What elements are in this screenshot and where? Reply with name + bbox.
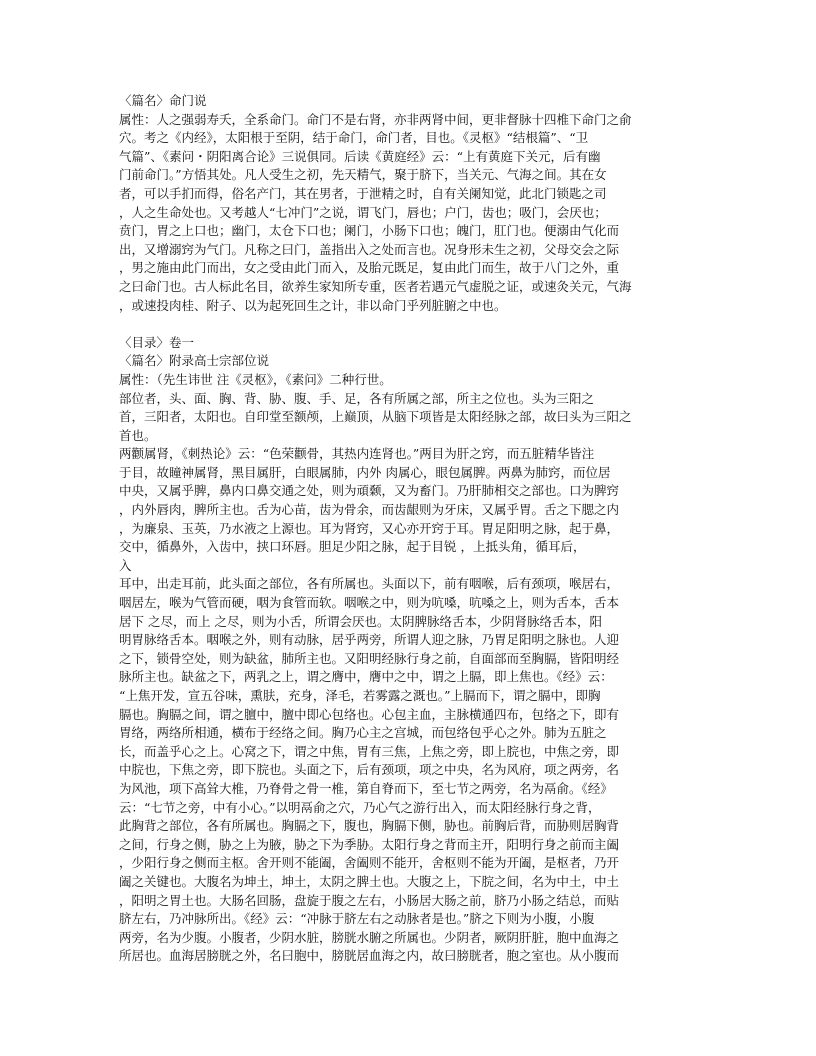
text-line: 所居也。血海居膀胱之外，名曰胞中，膀胱居血海之内，故曰膀胱者，胞之室也。从小腹而: [119, 948, 620, 964]
text-line: 者，可以手扪而得，俗名产门，其在男者，于泄精之时，自有关阑知觉，此北门锁匙之司: [119, 185, 607, 201]
document-page: [119, 92, 699, 985]
text-line: 云：“七节之旁，中有小心。”以明鬲俞之穴，乃心气之游行出入，而太阳经脉行身之背，: [119, 799, 601, 815]
text-line: 贲门，胃之上口也；幽门，太仓下口也；阑门，小肠下口也；魄门，肛门也。便溺由气化而: [119, 223, 620, 239]
text-line: 此胸背之部位，各有所属也。胸膈之下，腹也，胸膈下侧，胁也。前胸后背，而胁则居胸背: [119, 818, 620, 834]
text-line: 出，又增溺窍为气门。凡称之曰门，盖指出入之处而言也。况身形未生之初，父母交会之际: [119, 241, 620, 257]
text-line: 部位者，头、面、胸、背、胁、腹、手、足，各有所属之部，所主之位也。头为三阳之: [119, 390, 595, 406]
text-line: ，人之生命处也。又考越人“七冲门”之说，谓飞门，唇也；户门，齿也；吸门，会厌也；: [119, 204, 607, 220]
section-divider: [119, 315, 699, 334]
section-buwei: [119, 334, 699, 985]
text-line: 穴。考之《内经》，太阳根于至阴，结于命门，命门者，目也。《灵枢》“结根篇”、“卫: [119, 130, 589, 146]
text-line: 于目，故瞳神属肾，黑目属肝，白眼属肺，内外 肉属心，眼包属脾。两鼻为肺窍，而位居: [119, 464, 611, 480]
text-line: 首也。: [119, 427, 157, 443]
text-line: 两旁，名为少腹。小腹者，少阴水脏，膀胱水腑之所属也。少阴者，厥阴肝脏，胞中血海之: [119, 929, 620, 945]
text-line: 之间，行身之侧，胁之上为腋，胁之下为季胁。太阳行身之背而主开，阳明行身之前而主阖: [119, 836, 620, 852]
text-line: 中脘也，下焦之旁，即下脘也。头面之下，后有颈项，项之中央，名为风府，项之两旁，名: [119, 762, 620, 778]
text-line: 首，三阳者，太阳也。自印堂至额颅，上巅顶，从脑下项皆是太阳经脉之部，故曰头为三阳之: [119, 409, 632, 425]
text-line: 〈目录〉卷一: [119, 334, 195, 350]
text-line: 中央，又属乎脾，鼻内口鼻交通之处，则为頑颡，又为畜门。乃肝肺相交之部也。口为脾窍: [119, 483, 620, 499]
text-line: 脐左右，乃冲脉所出。《经》云：“冲脉于脐左右之动脉者是也。”脐之下则为小腹，小腹: [119, 911, 595, 927]
text-line: 咽居左，喉为气管而硬，咽为食管而软。咽喉之中，则为吭嗓，吭嗓之上，则为舌本，舌本: [119, 595, 620, 611]
text-line: 属性：人之强弱寿夭，全系命门。命门不是右肾，亦非两肾中间，更非督脉十四椎下命门之俞: [119, 111, 632, 127]
text-line: 〈篇名〉附录高士宗部位说: [119, 353, 270, 369]
text-line: 〈篇名〉命门说: [119, 93, 207, 108]
text-line: 胃络，两络所相通，横布于经络之间。胸乃心主之宫城，而包络包乎心之外。肺为五脏之: [119, 725, 607, 741]
text-line: 之下，锁骨空处，则为缺盆，肺所主也。又阳明经脉行身之前，自面部而至胸膈，皆阳明经: [119, 650, 620, 666]
text-line: ，或速投肉桂、附子、以为起死回生之计，非以命门乎列脏腑之中也。: [119, 297, 507, 313]
text-line: 居下 之尽，而上 之尽，则为小舌，所谓会厌也。太阴脾脉络舌本，少阴肾脉络舌本，阳: [119, 613, 602, 629]
text-line: 入: [119, 557, 132, 573]
text-line: ，内外唇肉，脾所主也。舌为心苗，齿为骨余，而齿龈则为牙床，又属乎胃。舌之下腮之内: [119, 502, 620, 518]
text-line: “上焦开发，宣五谷味，熏肤，充身，泽毛，若雾露之溉也。”上膈而下，谓之膈中，即胸: [119, 688, 601, 703]
text-line: ，阳明之胃土也。大肠名回肠，盘旋于腹之左右，小肠居大肠之前，脐乃小肠之结总，而贴: [119, 892, 620, 908]
text-line: 两颧属肾，《刺热论》云：“色荣颧骨，其热内连肾也。”两目为肝之窍，而五脏精华皆注: [119, 446, 595, 462]
text-line: ，少阳行身之侧而主枢。舍开则不能阖，舍阖则不能开，舍枢则不能为开阖，是枢者，乃开: [119, 855, 620, 871]
text-line: 为风池，项下高耸大椎，乃脊骨之骨一椎，第自脊而下，至七节之两旁，名为鬲俞。《经》: [119, 780, 613, 796]
text-line: 之曰命门也。古人标此名目，欲养生家知所专重，医者若遇元气虚脱之证，或速灸关元，气海: [119, 278, 632, 294]
text-line: 膈也。胸膈之间，谓之膻中，膻中即心包络也。心包主血，主脉横通四布，包络之下，即有: [119, 706, 620, 722]
text-line: 门前命门。”方悟其处。凡人受生之初，先天精气，聚于脐下，当关元、气海之间。其在女: [119, 167, 607, 183]
text-line: [119, 966, 699, 985]
section-mingmen: [119, 92, 699, 315]
text-line: 脉所主也。缺盆之下，两乳之上，谓之膺中，膺中之中，谓之上膈，即上焦也。《经》云：: [119, 669, 613, 685]
text-line: 长，而盖乎心之上。心窝之下，谓之中焦，胃有三焦，上焦之旁，即上脘也，中焦之旁，即: [119, 743, 620, 759]
text-line: 阖之关键也。大腹名为坤土，坤土，太阴之脾土也。大腹之上，下脘之间，名为中土，中土: [119, 873, 620, 889]
text-line: 属性：（先生讳世 注《灵枢》，《素问》二种行世。: [119, 371, 392, 387]
text-line: ，为廉泉、玉英，乃水液之上源也。耳为肾窍，又心亦开窍于耳。胃足阳明之脉，起于鼻，: [119, 520, 620, 536]
text-line: ，男之施由此门而出，女之受由此门而入，及胎元既足，复由此门而生，故于八门之外，重: [119, 260, 620, 276]
text-line: 明胃脉络舌本。咽喉之外，则有动脉，居乎两旁，所谓人迎之脉，乃胃足阳明之脉也。人迎: [119, 632, 620, 648]
text-line: 交中，循鼻外，入齿中，挟口环唇。胆足少阳之脉，起于目锐 ，上抵头角，循耳后，: [119, 539, 586, 555]
text-line: 气篇”、《素问・阴阳离合论》三说俱同。后读《黄庭经》云：“上有黄庭下关元，后有幽: [119, 148, 601, 164]
text-line: 耳中，出走耳前，此头面之部位，各有所属也。头面以下，前有咽喉，后有颈项，喉居右，: [119, 576, 620, 592]
